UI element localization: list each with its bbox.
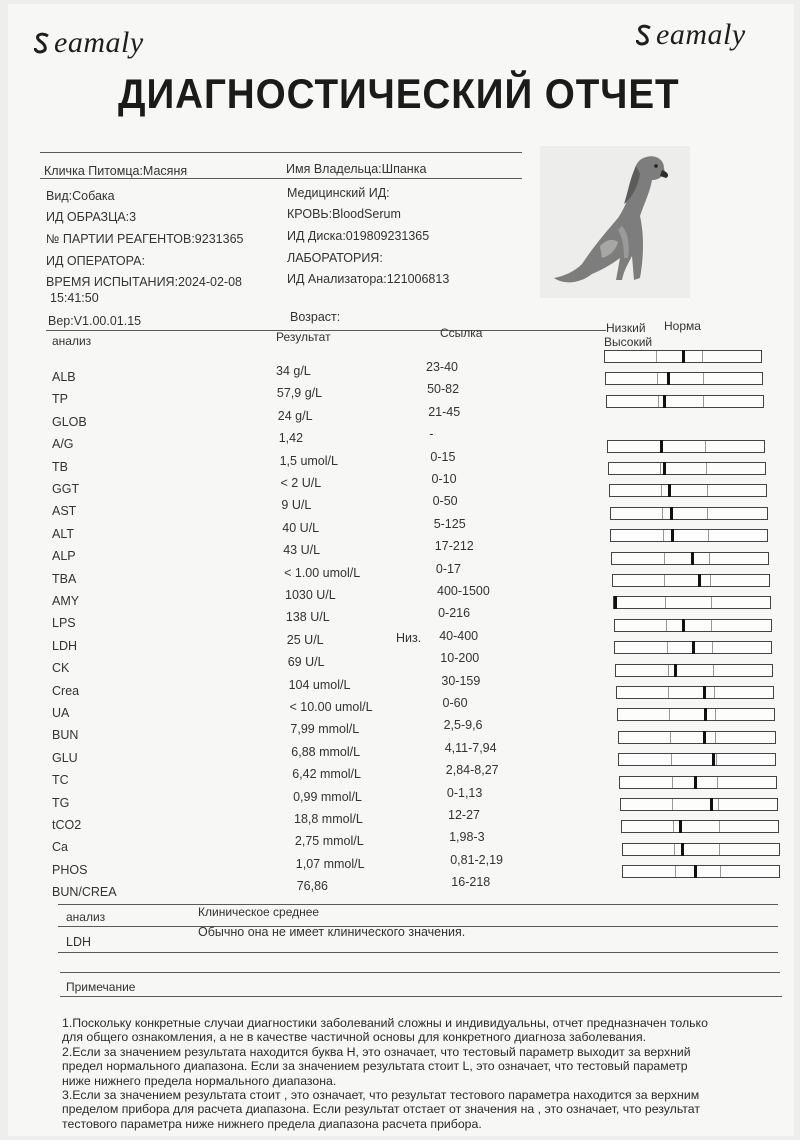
range-tick xyxy=(714,687,715,698)
analyte-result: 2,75 mmol/L xyxy=(294,834,364,849)
range-tick xyxy=(662,508,663,519)
col-result: Результат xyxy=(276,330,331,344)
range-marker xyxy=(660,440,663,453)
analyte-name: Crea xyxy=(52,683,80,698)
range-marker xyxy=(691,552,694,565)
range-tick xyxy=(710,575,711,586)
analyte-reference: 21-45 xyxy=(428,404,461,419)
range-bar xyxy=(619,776,777,789)
range-marker xyxy=(698,574,701,587)
range-tick xyxy=(657,373,658,384)
range-tick xyxy=(672,799,673,810)
analyte-result: 24 g/L xyxy=(277,408,313,423)
analyte-result: 69 U/L xyxy=(287,655,325,670)
range-tick xyxy=(703,373,704,384)
divider xyxy=(60,972,780,973)
range-marker xyxy=(679,820,682,833)
range-tick xyxy=(663,530,664,541)
analyte-result: 6,42 mmol/L xyxy=(292,767,361,782)
analyte-reference: 4,11-7,94 xyxy=(444,740,497,755)
range-tick xyxy=(719,844,720,855)
range-marker xyxy=(674,664,677,677)
analyte-reference: - xyxy=(429,427,434,442)
range-marker xyxy=(671,529,674,542)
analyte-name: TC xyxy=(52,773,69,788)
test-time: ВРЕМЯ ИСПЫТАНИЯ:2024-02-08 xyxy=(46,275,242,289)
clinical-col-analysis: анализ xyxy=(66,910,106,924)
operator-id: ИД ОПЕРАТОРА: xyxy=(46,254,145,268)
range-bar xyxy=(614,619,772,632)
note-line: 2.Если за значением результата находится буква H, это означает, что тестовый параметр выходит за верхний xyxy=(62,1044,691,1059)
range-bar xyxy=(620,798,778,811)
analyte-result: < 10.00 umol/L xyxy=(289,700,373,714)
range-bar xyxy=(606,395,764,408)
analyte-reference: 10-200 xyxy=(440,651,480,666)
analyte-result: 1,42 xyxy=(278,431,304,446)
range-marker xyxy=(663,395,666,408)
range-tick xyxy=(658,396,659,407)
range-tick xyxy=(702,351,703,362)
range-bar xyxy=(604,350,762,363)
range-tick xyxy=(708,530,709,541)
range-tick xyxy=(706,463,707,474)
range-marker xyxy=(663,462,666,475)
range-tick xyxy=(671,754,672,765)
range-marker xyxy=(682,619,685,632)
note-line: тестового параметра ниже нижнего предела диапазона расчета прибора. xyxy=(62,1116,482,1131)
range-bar xyxy=(613,596,771,609)
analyte-result: 25 U/L xyxy=(286,632,324,647)
range-bar xyxy=(615,664,773,677)
range-marker xyxy=(670,507,673,520)
analyte-name: GLU xyxy=(52,750,78,765)
analyte-name: AMY xyxy=(52,594,80,608)
range-tick xyxy=(715,709,716,720)
range-tick xyxy=(668,687,669,698)
analyte-name: BUN xyxy=(52,728,79,743)
range-bar xyxy=(614,641,772,654)
analyte-result: 18,8 mmol/L xyxy=(294,812,363,826)
range-bar xyxy=(609,484,767,497)
analyte-reference: 23-40 xyxy=(426,360,458,374)
analyte-reference: 50-82 xyxy=(427,382,460,397)
species: Вид:Собака xyxy=(46,189,115,203)
analyte-result: 1,07 mmol/L xyxy=(295,856,365,871)
analyte-name: BUN/CREA xyxy=(52,885,117,900)
analyte-name: LDH xyxy=(52,638,78,653)
clinical-text: Обычно она не имеет клинического значения. xyxy=(198,925,466,939)
analyte-result: 1,5 umol/L xyxy=(279,453,338,468)
range-tick xyxy=(703,396,704,407)
range-marker xyxy=(703,731,706,744)
range-marker xyxy=(668,484,671,497)
analyte-reference: 2,84-8,27 xyxy=(445,763,499,778)
analyzer-id: ИД Анализатора:121006813 xyxy=(287,272,450,286)
sample-id: ИД ОБРАЗЦА:3 xyxy=(46,210,137,224)
col-reference: Ссылка xyxy=(440,326,483,340)
analyte-name: ALB xyxy=(52,370,76,384)
range-bar xyxy=(617,708,775,721)
divider xyxy=(40,178,522,179)
range-tick xyxy=(715,732,716,743)
range-bar xyxy=(622,865,780,878)
range-tick xyxy=(667,642,668,653)
test-time-clock: 15:41:50 xyxy=(50,291,99,305)
analyte-reference: 400-1500 xyxy=(437,584,490,598)
divider xyxy=(60,996,782,997)
owner-name: Имя Владельца:Шпанка xyxy=(286,162,427,176)
range-bar xyxy=(610,529,768,542)
analyte-result: 9 U/L xyxy=(281,498,312,513)
range-marker xyxy=(694,776,697,789)
analyte-result: < 2 U/L xyxy=(280,476,322,490)
analyte-name: ALP xyxy=(52,549,76,564)
range-tick xyxy=(661,485,662,496)
range-bar xyxy=(608,462,766,475)
range-marker xyxy=(614,596,617,609)
range-tick xyxy=(719,821,720,832)
range-marker xyxy=(704,708,707,721)
report-title: ДИАГНОСТИЧЕСКИЙ ОТЧЕТ xyxy=(118,70,680,117)
note-line: пределом прибора для расчета диапазона. Если результат отстает от значения на , это означает, что результат xyxy=(62,1102,700,1117)
range-marker xyxy=(692,641,695,654)
medical-id: Медицинский ИД: xyxy=(287,186,390,200)
analyte-name: PHOS xyxy=(52,862,88,877)
range-tick xyxy=(664,553,665,564)
range-tick xyxy=(668,665,669,676)
range-marker xyxy=(712,753,715,766)
range-tick xyxy=(717,777,718,788)
brand-logo-left xyxy=(34,26,144,60)
range-tick xyxy=(673,821,674,832)
divider xyxy=(58,904,778,905)
dog-photo xyxy=(540,146,690,298)
range-bar xyxy=(618,731,776,744)
clinical-analyte: LDH xyxy=(66,935,92,949)
range-tick xyxy=(711,620,712,631)
analyte-flag: Низ. xyxy=(396,630,422,645)
range-tick xyxy=(675,866,676,877)
analyte-name: GGT xyxy=(52,482,80,496)
note-line: 1.Поскольку конкретные случаи диагностики заболеваний сложны и индивидуальны, отчет предназначен только xyxy=(62,1016,708,1030)
col-analysis: анализ xyxy=(52,334,92,348)
analyte-result: 1030 U/L xyxy=(285,588,336,602)
analyte-reference: 0-15 xyxy=(430,449,456,464)
analyte-name: Ca xyxy=(52,840,68,855)
analyte-result: 7,99 mmol/L xyxy=(290,722,360,737)
analyte-name: A/G xyxy=(52,437,74,452)
range-tick xyxy=(707,485,708,496)
analyte-name: GLOB xyxy=(52,414,87,429)
range-tick xyxy=(709,553,710,564)
divider xyxy=(58,952,778,953)
analyte-reference: 0-10 xyxy=(431,472,457,486)
range-marker xyxy=(681,843,684,856)
clinical-col-mean: Клиническое среднее xyxy=(198,905,320,919)
range-tick xyxy=(670,732,671,743)
analyte-name: AST xyxy=(52,504,77,519)
brand-name: eamaly xyxy=(656,18,746,51)
analyte-name: TP xyxy=(52,392,68,407)
analyte-reference: 12-27 xyxy=(448,808,480,822)
note-line: предел нормального диапазона. Если за значением результата стоит L, это означает, что тестовый параметр xyxy=(62,1059,688,1074)
analyte-result: 138 U/L xyxy=(285,610,330,625)
analyte-reference: 17-212 xyxy=(434,539,474,554)
range-marker xyxy=(682,350,685,363)
analyte-name: ALT xyxy=(52,526,74,541)
analyte-reference: 0-17 xyxy=(435,561,461,576)
range-bar xyxy=(622,843,780,856)
range-bar xyxy=(612,574,770,587)
analyte-name: UA xyxy=(52,706,70,720)
range-bar xyxy=(618,753,776,766)
range-tick xyxy=(669,709,670,720)
range-tick xyxy=(665,597,666,608)
analyte-reference: 16-218 xyxy=(451,875,491,890)
pet-name: Кличка Питомца:Масяня xyxy=(44,164,188,178)
range-tick xyxy=(712,642,713,653)
note-line: 3.Если за значением результата стоит , это означает, что результат тестового параметра находится за верхним xyxy=(62,1088,700,1102)
analyte-reference: 2,5-9,6 xyxy=(443,718,483,733)
range-marker xyxy=(703,686,706,699)
analyte-reference: 0,81-2,19 xyxy=(450,852,504,867)
range-tick xyxy=(674,844,675,855)
analyte-reference: 1,98-3 xyxy=(449,830,485,845)
range-bar xyxy=(621,820,779,833)
analyte-reference: 0-1,13 xyxy=(446,785,483,800)
age: Возраст: xyxy=(290,310,341,324)
analyte-name: TB xyxy=(52,459,68,474)
brand-logo-right xyxy=(636,18,746,52)
range-tick xyxy=(707,508,708,519)
analyte-reference: 0-60 xyxy=(442,696,468,710)
disk-id: ИД Диска:019809231365 xyxy=(287,229,430,243)
range-bar xyxy=(616,686,774,699)
note-line: ниже нижнего предела нормального диапазона. xyxy=(62,1073,337,1088)
analyte-result: 57,9 g/L xyxy=(276,386,323,401)
range-tick xyxy=(718,799,719,810)
analyte-result: 104 umol/L xyxy=(288,677,351,692)
brand-mark-icon xyxy=(636,24,654,46)
note-line: для общего ознакомления, а не в качестве частичной основы для конкретного диагноза заболевания. xyxy=(62,1030,647,1045)
analyte-name: LPS xyxy=(52,616,76,631)
range-marker xyxy=(667,372,670,385)
laboratory: ЛАБОРАТОРИЯ: xyxy=(287,251,383,265)
analyte-reference: 0-216 xyxy=(438,606,471,621)
divider xyxy=(40,152,522,153)
col-low: Низкий xyxy=(606,321,646,335)
col-normal: Норма xyxy=(664,319,701,333)
range-tick xyxy=(656,351,657,362)
range-marker xyxy=(694,865,697,878)
col-high: Высокий xyxy=(604,335,653,349)
analyte-result: 34 g/L xyxy=(276,364,311,378)
analyte-name: TG xyxy=(52,795,70,810)
analyte-reference: 40-400 xyxy=(439,628,479,643)
range-tick xyxy=(711,597,712,608)
range-bar xyxy=(610,507,768,520)
reagent-batch: № ПАРТИИ РЕАГЕНТОВ:9231365 xyxy=(46,232,244,246)
range-tick xyxy=(664,575,665,586)
range-tick xyxy=(716,754,717,765)
range-bar xyxy=(605,372,763,385)
range-bar xyxy=(611,552,769,565)
range-tick xyxy=(713,665,714,676)
analyte-result: 76,86 xyxy=(296,879,328,894)
notes-heading: Примечание xyxy=(66,980,136,994)
range-tick xyxy=(705,441,706,452)
blood-type: КРОВЬ:BloodSerum xyxy=(287,207,401,221)
brand-mark-icon xyxy=(34,32,52,54)
analyte-name: CK xyxy=(52,661,70,676)
analyte-result: 6,88 mmol/L xyxy=(291,744,361,759)
analyte-reference: 0-50 xyxy=(432,494,458,509)
analyte-reference: 5-125 xyxy=(433,516,466,531)
analyte-name: TBA xyxy=(52,571,77,586)
analyte-result: < 1.00 umol/L xyxy=(284,565,361,580)
range-tick xyxy=(672,777,673,788)
range-tick xyxy=(666,620,667,631)
range-tick xyxy=(660,463,661,474)
range-bar xyxy=(607,440,765,453)
analyte-reference: 30-159 xyxy=(441,673,481,688)
analyte-result: 0,99 mmol/L xyxy=(293,789,362,804)
version: Вер:V1.00.01.15 xyxy=(48,314,142,328)
analyte-name: tCO2 xyxy=(52,818,82,832)
range-marker xyxy=(710,798,713,811)
brand-name: eamaly xyxy=(54,26,144,59)
analyte-result: 43 U/L xyxy=(283,543,321,558)
analyte-result: 40 U/L xyxy=(282,520,320,535)
range-tick xyxy=(720,866,721,877)
